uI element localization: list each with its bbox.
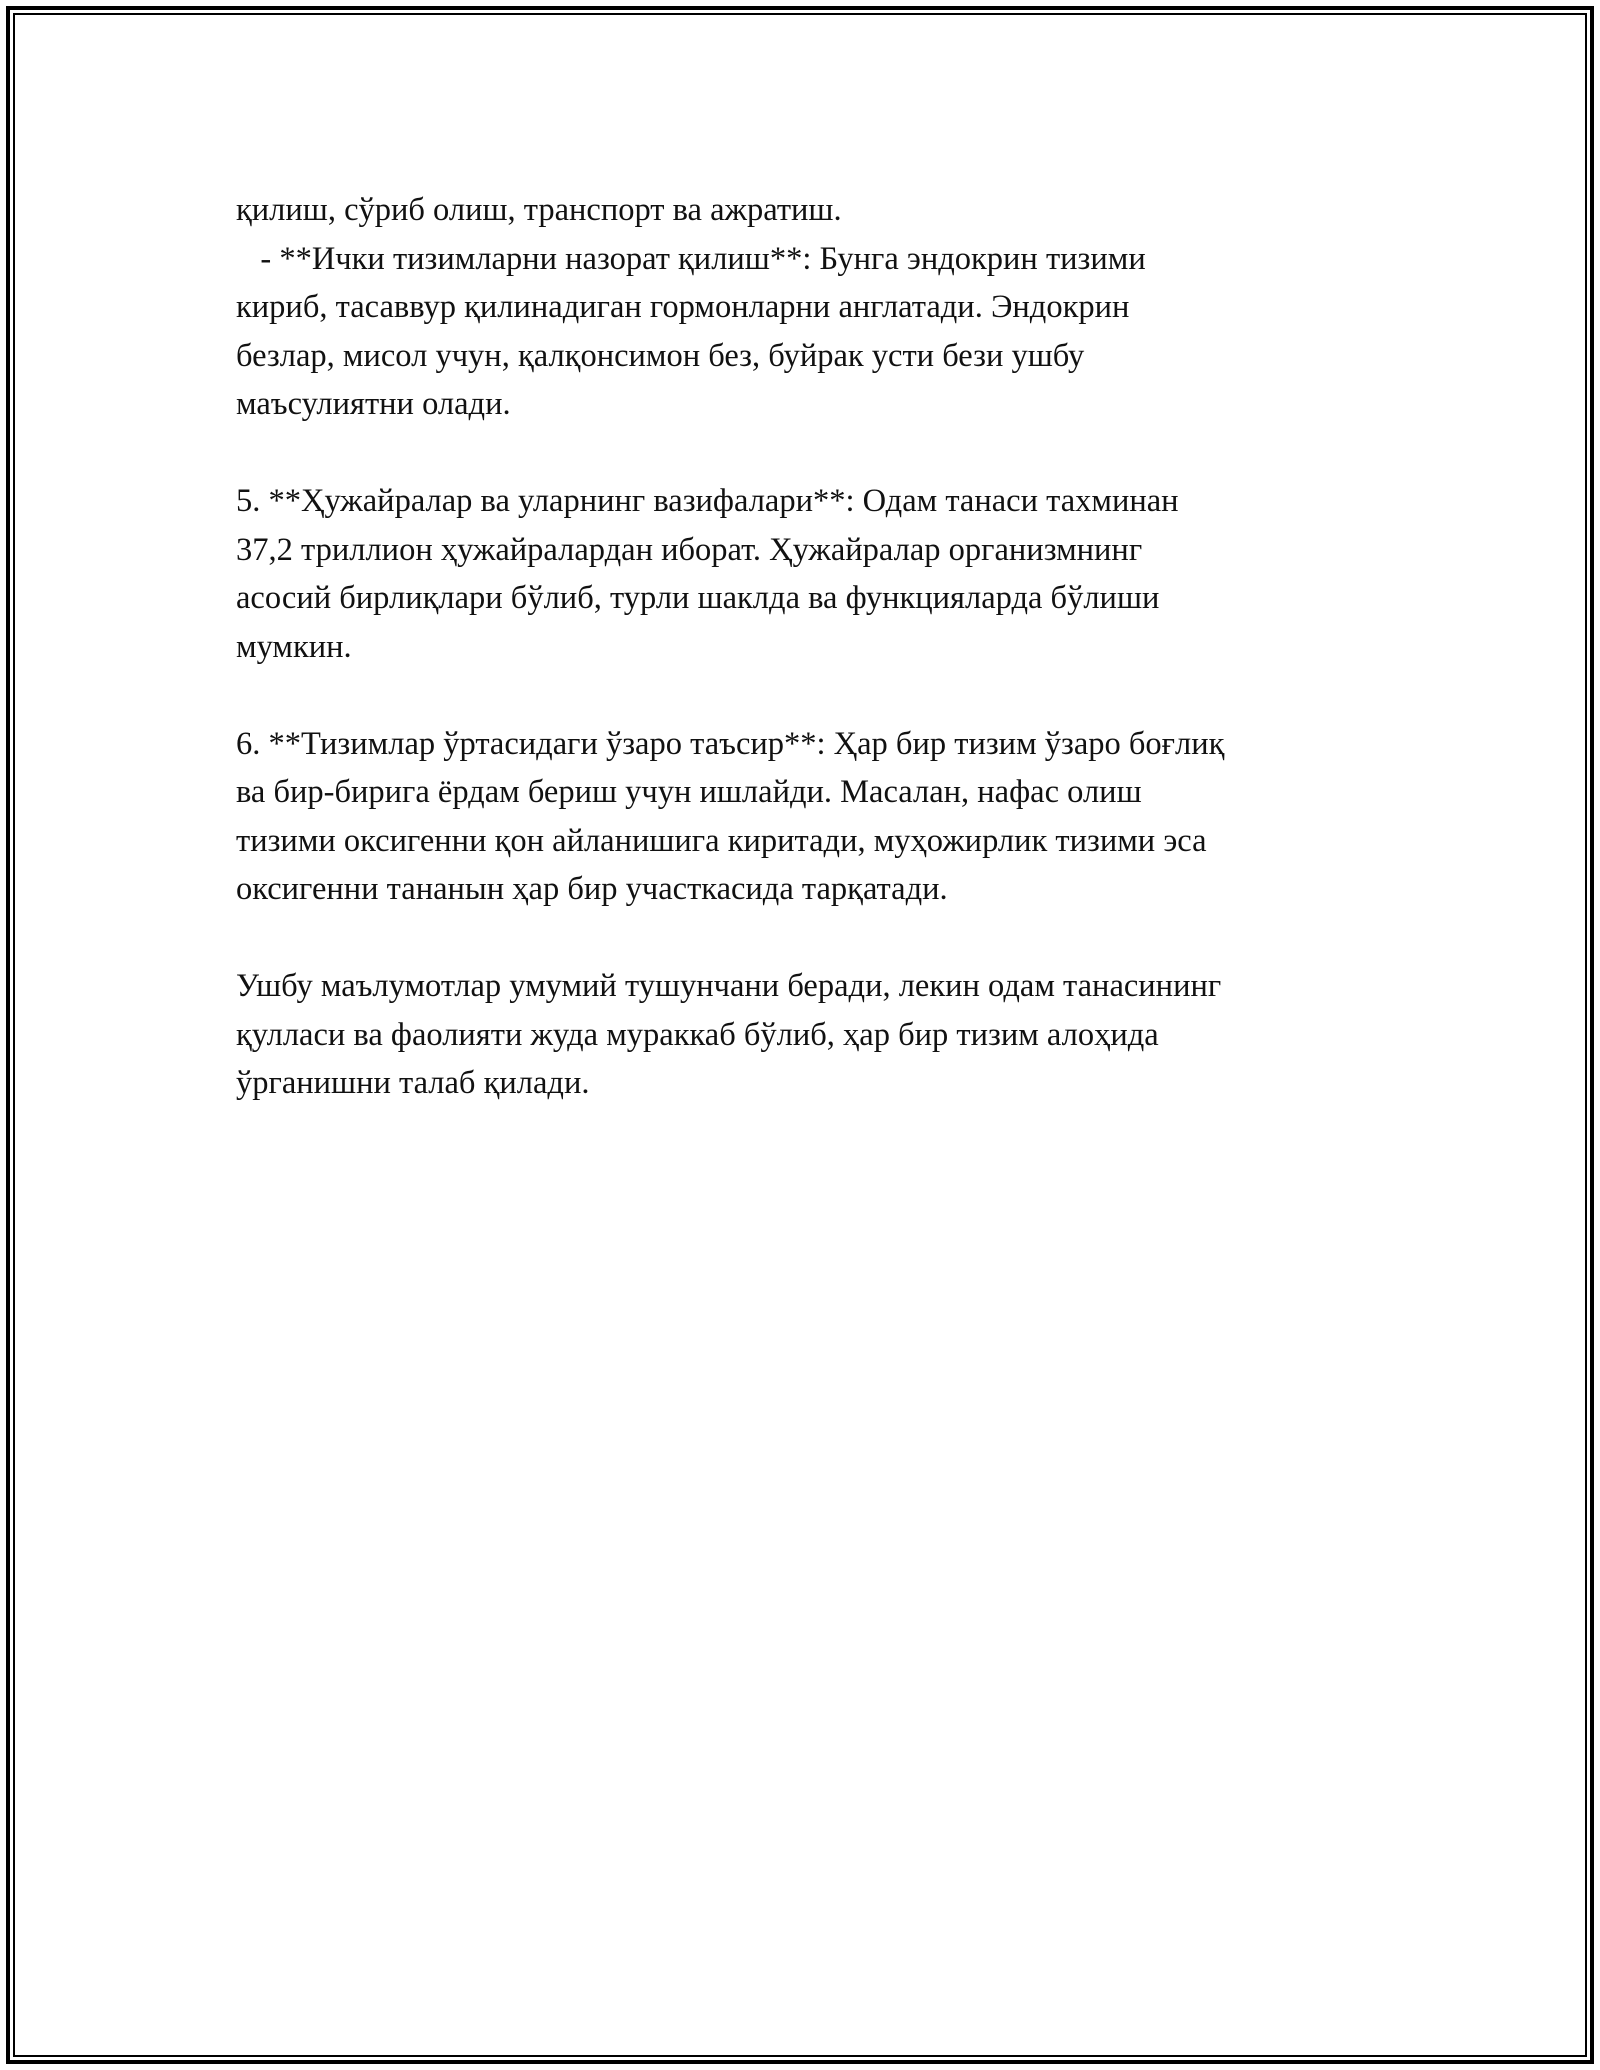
paragraph-gap [236, 429, 1366, 478]
text-line: ўрганишни талаб қилади. [236, 1065, 590, 1101]
text-line: асосий бирлиқлари бўлиб, турли шаклда ва функцияларда бўлиши [236, 580, 1160, 616]
document-body [236, 186, 1366, 1108]
text-line: Ушбу маълумотлар умумий тушунчани беради, лекин одам танасининг [236, 968, 1222, 1004]
text-line: - **Ички тизимларни назорат қилиш**: Бунга эндокрин тизими [236, 240, 1146, 277]
text-line: қулласи ва фаолияти жуда мураккаб бўлиб, ҳар бир тизим алоҳида [236, 1016, 1159, 1053]
text-line: тизими оксигенни қон айланишига киритади, муҳожирлик тизими эса [236, 822, 1207, 859]
paragraph-gap [236, 671, 1366, 720]
text-line: безлар, мисол учун, қалқонсимон без, буйрак усти бези ушбу [236, 337, 1085, 374]
text-line: маъсулиятни олади. [236, 386, 511, 422]
text-line: ва бир-бирига ёрдам бериш учун ишлайди. Масалан, нафас олиш [236, 774, 1142, 810]
text-line: оксигенни тананын ҳар бир участкасида тарқатади. [236, 871, 948, 907]
text-line: қилиш, сўриб олиш, транспорт ва ажратиш. [236, 192, 842, 228]
text-line: 6. **Тизимлар ўртасидаги ўзаро таъсир**: Ҳар бир тизим ўзаро боғлиқ [236, 725, 1225, 762]
text-line: мумкин. [236, 628, 352, 665]
text-line: 5. **Ҳужайралар ва уларнинг вазифалари**: Одам танаси тахминан [236, 483, 1179, 519]
paragraph-gap [236, 914, 1366, 963]
text-line: 37,2 триллион ҳужайралардан иборат. Ҳужайралар организмнинг [236, 531, 1143, 568]
text-line: кириб, тасаввур қилинадиган гормонларни англатади. Эндокрин [236, 289, 1130, 325]
